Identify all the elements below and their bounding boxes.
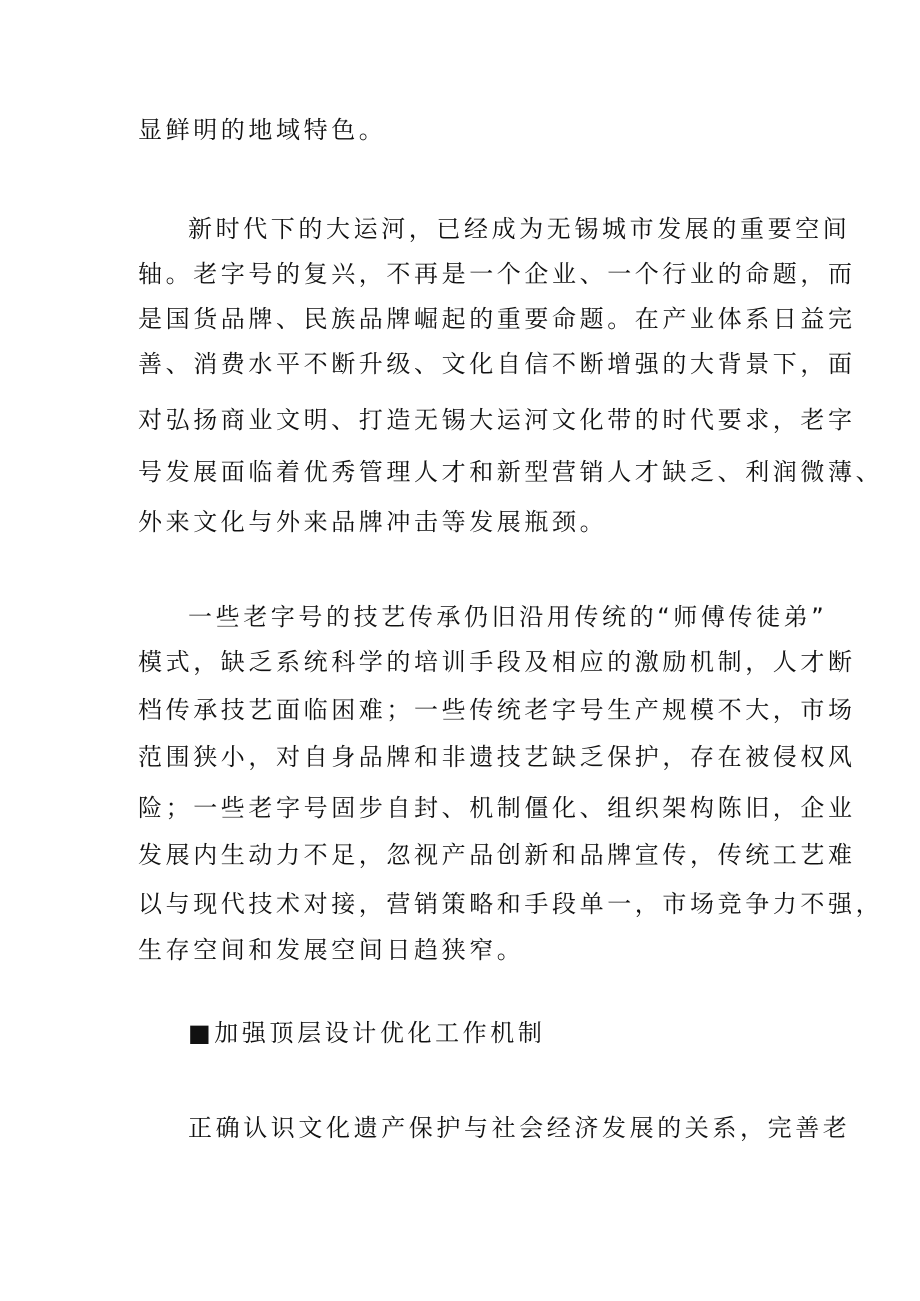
- paragraph-2-line-4: 善、消费水平不断升级、文化自信不断增强的大背景下，面: [138, 350, 856, 378]
- paragraph-3-line-1: 一些老字号的技艺传承仍旧沿用传统的“师傅传徒弟”: [188, 603, 828, 631]
- paragraph-1-line-1: 显鲜明的地域特色。: [138, 116, 387, 144]
- paragraph-3-line-2: 模式，缺乏系统科学的培训手段及相应的激励机制，人才断: [138, 648, 856, 676]
- section-heading: ■加强顶层设计优化工作机制: [188, 1019, 546, 1047]
- paragraph-3-line-3: 档传承技艺面临困难；一些传统老字号生产规模不大，市场: [138, 696, 856, 724]
- paragraph-3-line-6: 发展内生动力不足，忽视产品创新和品牌宣传，传统工艺难: [138, 841, 856, 869]
- paragraph-3-line-5: 险；一些老字号固步自封、机制僵化、组织架构陈旧，企业: [138, 794, 856, 822]
- paragraph-2-line-7: 外来文化与外来品牌冲击等发展瓶颈。: [138, 508, 608, 536]
- paragraph-3-line-8: 生存空间和发展空间日趋狭窄。: [138, 936, 525, 964]
- paragraph-3-line-4: 范围狭小，对自身品牌和非遗技艺缺乏保护，存在被侵权风: [138, 743, 856, 771]
- paragraph-2-line-6: 号发展面临着优秀管理人才和新型营销人才缺乏、利润微薄、: [138, 458, 884, 486]
- paragraph-2-line-5: 对弘扬商业文明、打造无锡大运河文化带的时代要求，老字: [138, 406, 856, 434]
- paragraph-2-line-3: 是国货品牌、民族品牌崛起的重要命题。在产业体系日益完: [138, 305, 856, 333]
- paragraph-2-line-1: 新时代下的大运河，已经成为无锡城市发展的重要空间: [188, 215, 851, 243]
- paragraph-4-line-1: 正确认识文化遗产保护与社会经济发展的关系，完善老: [188, 1114, 851, 1142]
- paragraph-2-line-2: 轴。老字号的复兴，不再是一个企业、一个行业的命题，而: [138, 260, 856, 288]
- paragraph-3-line-7: 以与现代技术对接，营销策略和手段单一，市场竞争力不强，: [138, 890, 884, 918]
